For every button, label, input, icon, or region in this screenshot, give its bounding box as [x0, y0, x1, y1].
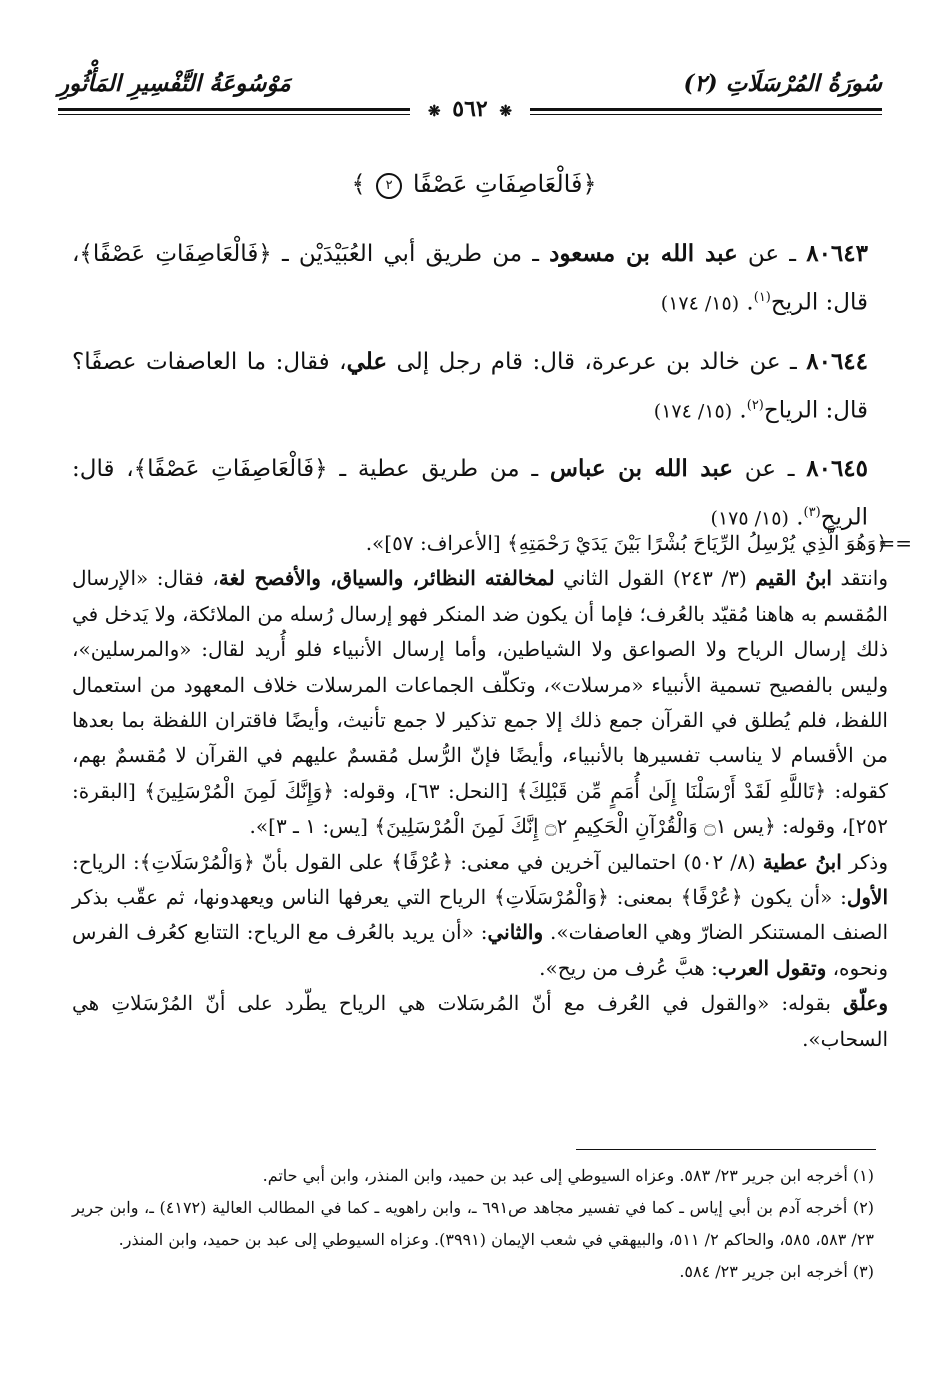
- continuation-mark: ==: [878, 531, 912, 555]
- narrator-name: عبد الله بن عباس: [549, 455, 733, 483]
- footnote-divider: [576, 1149, 876, 1150]
- entry-text: .: [732, 397, 747, 424]
- entry: [72, 232, 868, 326]
- bold-phrase: الأول: [846, 885, 888, 910]
- footnote: (٢) أخرجه آدم بن أبي إياس ـ كما في تفسير مجاهد ص٦٩١ ـ، وابن راهويه ـ كما في المطالب العالية (٤١٧٢) ـ، وابن جرير ٢٣/ ٥٨٣، ٥٨٥، والحاكم ٢/ ٥١١، والبيهقي في شعب الإيمان (٣٩٩١). وعزاه السيوطي إلى عبد بن حميد، وابن المنذر.: [72, 1198, 875, 1249]
- footnote-marker[interactable]: (١): [753, 290, 771, 305]
- entry: [72, 340, 868, 434]
- bold-phrase: وعلّق: [843, 991, 888, 1016]
- narrator-name: علي: [346, 347, 388, 375]
- entry-text: ، فقال: ما العاصفات عصفًا؟ قال: الرياح: [72, 348, 868, 424]
- verse-text: ﴿فَالْعَاصِفَاتِ عَصْفًا: [412, 170, 597, 198]
- footnote: (٣) أخرجه ابن جرير ٢٣/ ٥٨٤.: [679, 1262, 874, 1281]
- scholar-name: ابنُ القيم: [755, 566, 832, 591]
- entry-text: ـ من طريق أبي العُبَيْدَيْن ـ ﴿فَالْعَاصِفَاتِ عَصْفًا﴾، قال: الريح: [72, 241, 868, 316]
- entry-number: ٨٠٦٤٥: [806, 455, 869, 483]
- bold-phrase: لمخالفته النظائر، والسياق، والأفصح لغة: [218, 566, 555, 591]
- book-title: مَوْسُوعَةُ التَّفْسِيرِ المَأْثُورِ: [58, 70, 291, 97]
- bold-phrase: والثاني: [487, 920, 544, 945]
- entry-text: .: [739, 289, 754, 316]
- commentary-paragraph: وذكر ابنُ عطية (٨/ ٥٠٢) احتمالين آخرين في معنى: ﴿عُرْفًا﴾ على القول بأنّ ﴿وَالْمُرْسَلَاتِ﴾: الرياح: الأول: «أن يكون ﴿عُرْفًا﴾ بمعنى: ﴿وَالْمُرْسَلَاتِ﴾ الرياح التي يعرفها الناس ويعهدونها، ثم عقّب بذكر الصنف المستنكر الضارّ وهي العاصفات». والثاني: «أن يريد بالعُرف مع الرياح: التتابع كعُرف الفرس ونحوه، وتقول العرب: هبَّ عُرف من ريح».: [72, 849, 888, 980]
- commentary-paragraph: وعلّق بقوله: «والقول في العُرف مع أنّ المُرسَلات هي الرياح يطّرد على أنّ المُرْسَلاتِ هي السحاب».: [72, 991, 888, 1051]
- volume-reference: (١٥/ ١٧٥): [710, 507, 789, 530]
- commentary-paragraph: وانتقد ابنُ القيم (٣/ ٢٤٣) القول الثاني لمخالفته النظائر، والسياق، والأفصح لغة، فقال: «الإرسال المُقسم به هاهنا مُقيّد بالعُرف؛ فإما أن يكون ضد المنكر فهو إرسال رُسله من الملائكة، ولا يَدخل في ذلك إرسال الرياح ولا الصواعق ولا الشياطين، وأما إرسال الأنبياء فلو أُريد لقال: «والمرسلين»، وليس بالفصيح تسمية الأنبياء «مرسلات»، وتكلّف الجماعات المرسلات خلاف المعهود من استعمال اللفظ، فلم يُطلق في القرآن جمع ذلك إلا جمع تذكير لا جمع تأنيث، وأيضًا فاقتران اللفظة بما بعدها من الأقسام لا يناسب تفسيرها بالأنبياء، وأيضًا فإنّ الرُّسل مُقسمٌ عليهم في القرآن لا مُقسمٌ بهم، كقوله: ﴿تَاللَّهِ لَقَدْ أَرْسَلْنَا إِلَىٰ أُمَمٍ مِّن قَبْلِكَ﴾ [النحل: ٦٣]، وقوله: ﴿وَإِنَّكَ لَمِنَ الْمُرْسَلِينَ﴾ [البقرة: ٢٥٢]، وقوله: ﴿يس ۝١ وَالْقُرْآنِ الْحَكِيمِ ۝٢ إِنَّكَ لَمِنَ الْمُرْسَلِينَ﴾ [يس: ١ ـ ٣]».: [72, 566, 888, 839]
- volume-reference: (١٥/ ١٧٤): [653, 400, 733, 423]
- bold-phrase: وتقول العرب: [717, 955, 827, 980]
- entry-number: ٨٠٦٤٣: [806, 240, 868, 267]
- surah-title: سُورَةُ المُرْسَلَاتِ (٢): [683, 70, 882, 97]
- volume-reference: (١٥/ ١٧٤): [660, 292, 740, 315]
- entry-text: ـ من طريق عطية ـ ﴿فَالْعَاصِفَاتِ عَصْفًا﴾، قال: الريح: [72, 456, 868, 531]
- footnote-marker[interactable]: (٢): [746, 397, 764, 413]
- verse-close-bracket: ﴾: [351, 170, 366, 198]
- page-number-box: [410, 96, 530, 122]
- verse-number-badge: ٢: [376, 173, 402, 199]
- commentary-paragraph: ﴿وَهُوَ الَّذِي يُرْسِلُ الرِّيَاحَ بُشْرًا بَيْنَ يَدَيْ رَحْمَتِهِ﴾ [الأعراف: ٥٧]».: [365, 531, 888, 555]
- entry-number: ٨٠٦٤٤: [806, 347, 869, 375]
- ornament-icon: ❋: [499, 102, 512, 120]
- footnote-marker[interactable]: (٣): [803, 505, 821, 521]
- entry-text: ـ عن: [732, 456, 807, 483]
- entry-text: ـ عن: [737, 241, 807, 267]
- footnotes: [72, 1160, 874, 1288]
- narrator-name: عبد الله بن مسعود: [549, 240, 738, 267]
- verse-heading: [0, 170, 948, 199]
- page-number: ٥٦٢: [452, 96, 488, 122]
- page-header: [58, 56, 882, 122]
- entries-list: [72, 232, 868, 555]
- commentary-block: [72, 526, 912, 1057]
- scholar-name: ابنُ عطية: [762, 849, 842, 874]
- footnote: (١) أخرجه ابن جرير ٢٣/ ٥٨٣. وعزاه السيوطي إلى عبد بن حميد، وابن المنذر، وابن أبي حاتم.: [262, 1166, 874, 1185]
- ornament-icon: ❋: [428, 102, 441, 120]
- entry-text: ـ عن خالد بن عرعرة، قال: قام رجل إلى: [387, 348, 807, 375]
- entry-text: .: [788, 504, 804, 531]
